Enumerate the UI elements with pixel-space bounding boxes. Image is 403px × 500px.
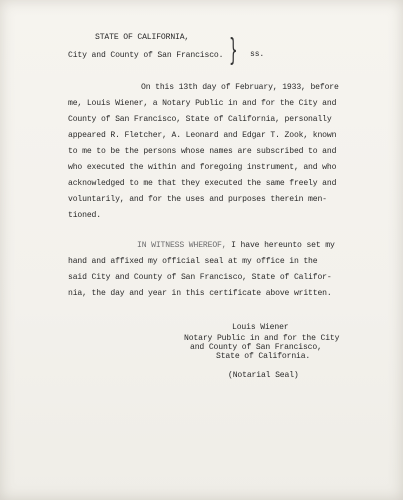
p2-line-1 [137, 238, 335, 254]
p1-line-9: tioned. [68, 211, 101, 220]
p2-line-1-rest: I have hereunto set my [226, 241, 335, 250]
p1-line-3: County of San Francisco, State of California, personally [68, 115, 332, 124]
notary-title-2: and County of San Francisco, [190, 343, 322, 352]
p1-line-8: voluntarily, and for the uses and purposes therein men- [68, 195, 327, 204]
p1-line-7: acknowledged to me that they executed the same freely and [68, 179, 337, 188]
p1-line-6: who executed the within and foregoing instrument, and who [68, 163, 337, 172]
notary-name: Louis Wiener [232, 323, 289, 332]
p1-line-2: me, Louis Wiener, a Notary Public in and for the City and [68, 99, 337, 108]
witness-phrase: IN WITNESS WHEREOF, [137, 241, 227, 250]
notary-title-3: State of California. [216, 352, 311, 361]
notarial-seal-label: (Notarial Seal) [228, 371, 299, 380]
venue-state: STATE OF CALIFORNIA, [95, 33, 190, 42]
p1-line-1: On this 13th day of February, 1933, before [141, 83, 339, 92]
p2-line-4: nia, the day and year in this certificate above written. [68, 289, 332, 298]
venue-county: City and County of San Francisco. [68, 51, 224, 60]
p1-line-5: to me to be the persons whose names are subscribed to and [68, 147, 337, 156]
p1-line-4: appeared R. Fletcher, A. Leonard and Edgar T. Zook, known [68, 131, 337, 140]
venue-brace: } [229, 33, 238, 68]
venue-ss: ss. [250, 50, 265, 59]
notary-title-1: Notary Public in and for the City [184, 334, 340, 343]
p2-line-3: said City and County of San Francisco, State of Califor- [68, 273, 332, 282]
p2-line-2: hand and affixed my official seal at my office in the [68, 257, 318, 266]
